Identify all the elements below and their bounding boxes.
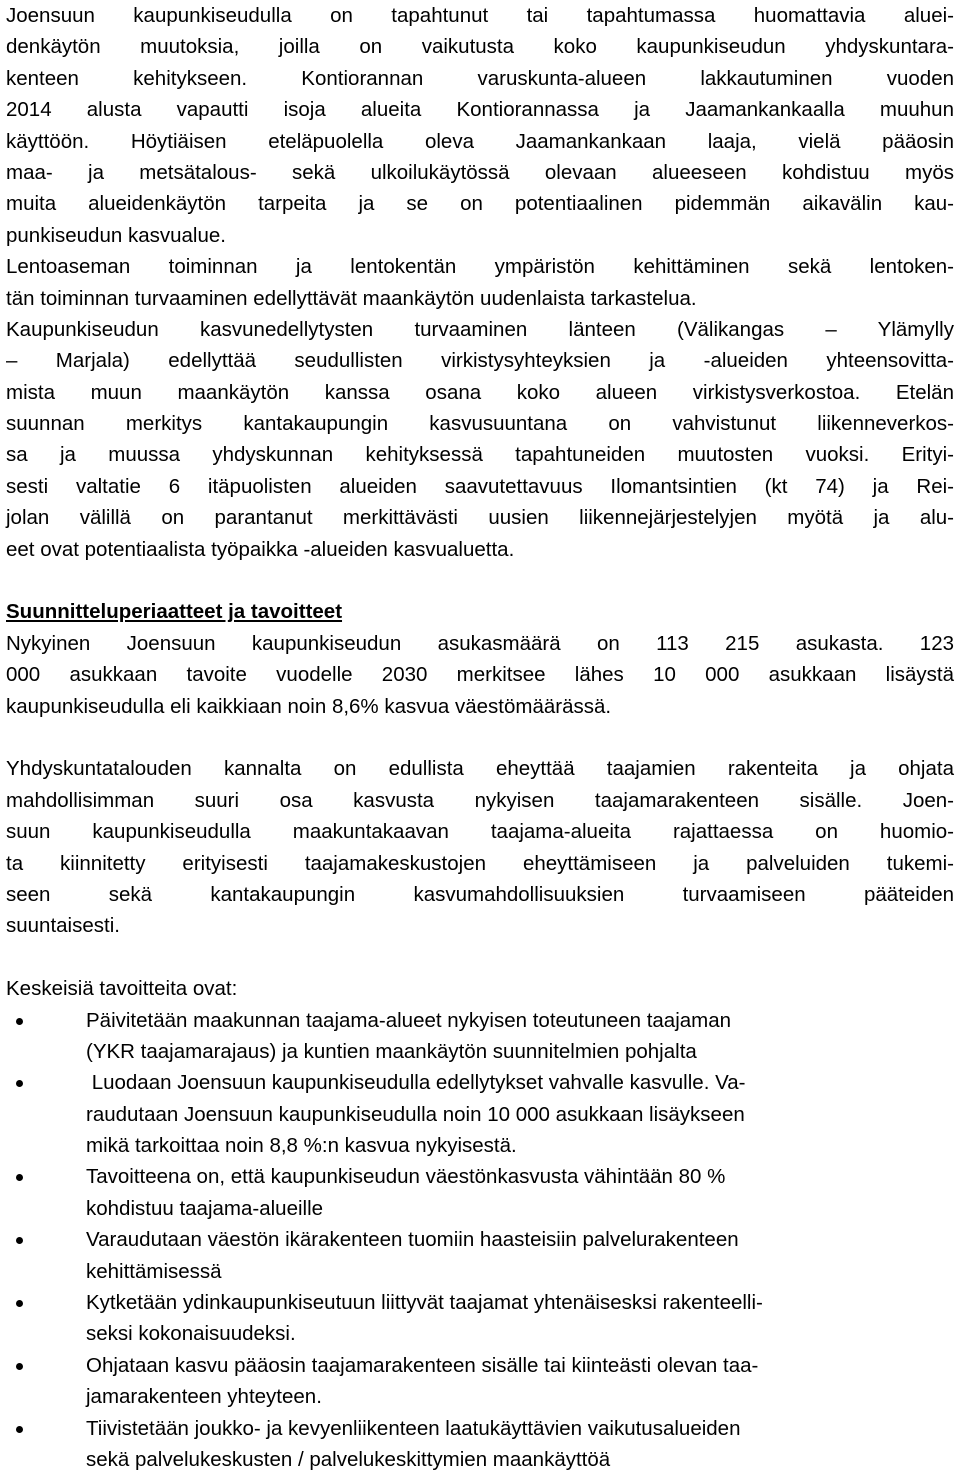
text-line: 000 asukkaan tavoite vuodelle 2030 merkitsee lähes 10 000 asukkaan lisäystä [6, 659, 954, 690]
text-line: Ohjataan kasvu pääosin taajamarakenteen sisälle tai kiinteästi olevan taa- [6, 1350, 954, 1381]
bullet-icon [16, 1363, 23, 1370]
text-line: kehittämisessä [6, 1256, 954, 1287]
text-line: punkiseudun kasvualue. [6, 220, 954, 251]
paragraph-growth-west [6, 314, 954, 565]
text-line: raudutaan Joensuun kaupunkiseudulla noin 10 000 asukkaan lisäykseen [6, 1099, 954, 1130]
text-line: sekä palvelukeskusten / palvelukeskittymien maankäyttöä [6, 1444, 954, 1475]
text-line: suuntaisesti. [6, 910, 954, 941]
bullet-icon [16, 1018, 23, 1025]
bullet-icon [16, 1300, 23, 1307]
text-line: Varaudutaan väestön ikärakenteen tuomiin haasteisiin palvelurakenteen [6, 1224, 954, 1255]
list-item [6, 1350, 954, 1413]
text-line: eet ovat potentiaalista työpaikka -alueiden kasvualuetta. [6, 534, 954, 565]
paragraph-land-use-changes [6, 0, 954, 251]
list-item [6, 1005, 954, 1068]
text-line: kaupunkiseudulla eli kaikkiaan noin 8,6% kasvua väestömäärässä. [6, 691, 954, 722]
text-line: seen sekä kantakaupungin kasvumahdollisuuksien turvaamiseen pääteiden [6, 879, 954, 910]
text-line: Joensuun kaupunkiseudulla on tapahtunut tai tapahtumassa huomattavia aluei- [6, 0, 954, 31]
text-line: seksi kokonaisuudeksi. [6, 1318, 954, 1349]
text-line: (YKR taajamarajaus) ja kuntien maankäytön suunnitelmien pohjalta [6, 1036, 954, 1067]
text-line: kenteen kehitykseen. Kontiorannan varuskunta-alueen lakkautuminen vuoden [6, 63, 954, 94]
text-line: ta kiinnitetty erityisesti taajamakeskustojen eheyttämiseen ja palveluiden tukemi- [6, 848, 954, 879]
spacer [6, 942, 954, 973]
text-line: Luodaan Joensuun kaupunkiseudulla edellytykset vahvalle kasvulle. Va- [6, 1067, 954, 1098]
text-line: denkäytön muutoksia, joilla on vaikutusta koko kaupunkiseudun yhdyskuntara- [6, 31, 954, 62]
text-line: mahdollisimman suuri osa kasvusta nykyisen taajamarakenteen sisälle. Joen- [6, 785, 954, 816]
text-line: mista muun maankäytön kanssa osana koko alueen virkistysverkostoa. Etelän [6, 377, 954, 408]
text-line: Tiivistetään joukko- ja kevyenliikenteen laatukäyttävien vaikutusalueiden [6, 1413, 954, 1444]
list-item [6, 1224, 954, 1287]
spacer [6, 565, 954, 596]
goals-list [6, 1005, 954, 1475]
text-line: muita alueidenkäytön tarpeita ja se on potentiaalinen pidemmän aikavälin kau- [6, 188, 954, 219]
text-line: käyttöön. Höytiäisen eteläpuolella oleva Jaamankankaan laaja, vielä pääosin [6, 126, 954, 157]
text-line: Kaupunkiseudun kasvunedellytysten turvaaminen länteen (Välikangas – Ylämylly [6, 314, 954, 345]
text-line: – Marjala) edellyttää seudullisten virkistysyhteyksien ja -alueiden yhteensovitta- [6, 345, 954, 376]
text-line: jamarakenteen yhteyteen. [6, 1381, 954, 1412]
list-item [6, 1287, 954, 1350]
list-item [6, 1161, 954, 1224]
paragraph-airport [6, 251, 954, 314]
text-line: jolan välillä on parantanut merkittävästi uusien liikennejärjestelyjen myötä ja alu- [6, 502, 954, 533]
text-line: kohdistuu taajama-alueille [6, 1193, 954, 1224]
text-line: mikä tarkoittaa noin 8,8 %:n kasvua nykyisestä. [6, 1130, 954, 1161]
paragraph-community-economy [6, 753, 954, 941]
text-line: suun kaupunkiseudulla maakuntakaavan taajama-alueita rajattaessa on huomio- [6, 816, 954, 847]
text-line: Nykyinen Joensuun kaupunkiseudun asukasmäärä on 113 215 asukasta. 123 [6, 628, 954, 659]
bullet-icon [16, 1426, 23, 1433]
text-line: 2014 alusta vapautti isoja alueita Kontiorannassa ja Jaamankankaalla muuhun [6, 94, 954, 125]
section-heading: Suunnitteluperiaatteet ja tavoitteet [6, 596, 954, 627]
text-line: suunnan merkitys kantakaupungin kasvusuuntana on vahvistunut liikenneverkos- [6, 408, 954, 439]
spacer [6, 722, 954, 753]
text-line: tän toiminnan turvaaminen edellyttävät maankäytön uudenlaista tarkastelua. [6, 283, 954, 314]
text-line: Lentoaseman toiminnan ja lentokentän ympäristön kehittäminen sekä lentoken- [6, 251, 954, 282]
text-line: sesti valtatie 6 itäpuolisten alueiden saavutettavuus Ilomantsintien (kt 74) ja Rei- [6, 471, 954, 502]
paragraph-population [6, 628, 954, 722]
text-line: Päivitetään maakunnan taajama-alueet nykyisen toteutuneen taajaman [6, 1005, 954, 1036]
list-item [6, 1413, 954, 1475]
text-line: maa- ja metsätalous- sekä ulkoilukäytössä olevaan alueeseen kohdistuu myös [6, 157, 954, 188]
text-line: sa ja muussa yhdyskunnan kehityksessä tapahtuneiden muutosten vuoksi. Erityi- [6, 439, 954, 470]
text-line: Kytketään ydinkaupunkiseutuun liittyvät taajamat yhtenäisesksi rakenteelli- [6, 1287, 954, 1318]
list-item [6, 1067, 954, 1161]
text-line: Tavoitteena on, että kaupunkiseudun väestönkasvusta vähintään 80 % [6, 1161, 954, 1192]
list-intro: Keskeisiä tavoitteita ovat: [6, 973, 954, 1004]
text-line: Yhdyskuntatalouden kannalta on edullista eheyttää taajamien rakenteita ja ohjata [6, 753, 954, 784]
